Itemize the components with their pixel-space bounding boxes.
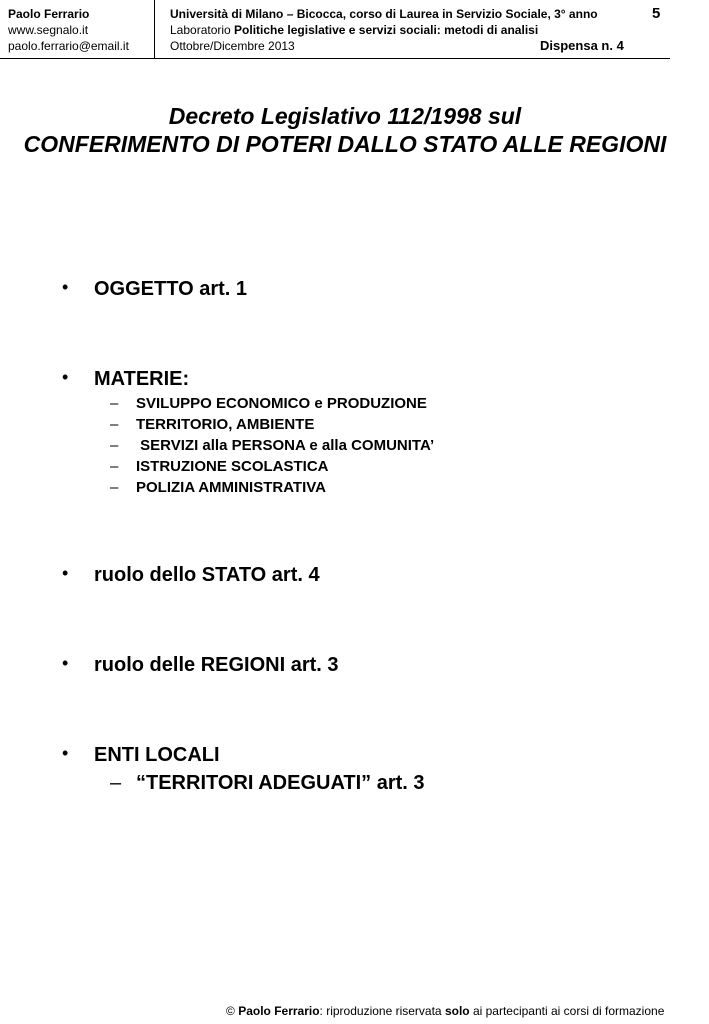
enti-locali-item-text: “TERRITORI ADEGUATI” art. 3	[136, 772, 425, 794]
regioni-prefix: ruolo delle	[94, 654, 201, 676]
document-title	[0, 102, 690, 158]
course-lab	[170, 22, 670, 38]
bullet-icon: •	[62, 367, 69, 387]
dash-icon: –	[110, 437, 119, 454]
materie-item-text: SERVIZI alla PERSONA e alla COMUNITA’	[136, 437, 435, 454]
footer-author: Paolo Ferrario	[238, 1004, 320, 1018]
bullet-icon: •	[62, 743, 69, 763]
course-period: Ottobre/Dicembre 2013	[170, 39, 295, 53]
author-block	[8, 6, 154, 54]
page-number: 5	[652, 5, 661, 22]
copyright-symbol: ©	[226, 1004, 239, 1018]
dash-icon: –	[110, 772, 122, 794]
author-website: www.segnalo.it	[8, 23, 89, 37]
stato-suffix: art. 4	[266, 564, 320, 586]
page-footer	[226, 1004, 664, 1018]
bullet-oggetto-text: OGGETTO art. 1	[94, 278, 247, 300]
bullet-enti-locali-text: ENTI LOCALI	[94, 744, 220, 766]
author-email: paolo.ferrario@email.it	[8, 39, 129, 53]
course-lab-prefix: Laboratorio	[170, 23, 235, 37]
footer-text-2: ai partecipanti ai corsi di formazione	[469, 1004, 665, 1018]
stato-prefix: ruolo dello	[94, 564, 202, 586]
stato-keyword: STATO	[201, 564, 267, 586]
materie-item-text: TERRITORIO, AMBIENTE	[136, 416, 315, 433]
dash-icon: –	[110, 479, 119, 496]
bullet-stato-text	[94, 564, 320, 587]
title-line-1: Decreto Legislativo 112/1998 sul	[168, 103, 522, 129]
bullet-regioni-text	[94, 654, 339, 677]
materie-item-text: SVILUPPO ECONOMICO e PRODUZIONE	[136, 395, 427, 412]
bullet-materie-text: MATERIE:	[94, 368, 190, 390]
materie-item-text: POLIZIA AMMINISTRATIVA	[136, 479, 326, 496]
footer-solo: solo	[444, 1004, 470, 1018]
header-divider	[154, 0, 155, 58]
title-line-2: CONFERIMENTO DI POTERI DALLO STATO ALLE REGIONI	[23, 131, 667, 157]
bullet-icon: •	[62, 277, 69, 297]
course-lab-title: Politiche legislative e servizi sociali: metodi di analisi	[234, 23, 539, 37]
dash-icon: –	[110, 395, 119, 412]
materie-item-text: ISTRUZIONE SCOLASTICA	[136, 458, 329, 475]
dash-icon: –	[110, 416, 119, 433]
regioni-suffix: art. 3	[285, 654, 339, 676]
author-name: Paolo Ferrario	[8, 7, 90, 21]
regioni-keyword: REGIONI	[200, 654, 286, 676]
dispensa-label: Dispensa n. 4	[540, 38, 624, 53]
course-university: Università di Milano – Bicocca, corso di Laurea in Servizio Sociale, 3° anno	[170, 7, 598, 21]
dash-icon: –	[110, 458, 119, 475]
bullet-icon: •	[62, 653, 69, 673]
page-header	[0, 0, 670, 59]
footer-text-1: : riproduzione riservata	[319, 1004, 445, 1018]
bullet-icon: •	[62, 563, 69, 583]
